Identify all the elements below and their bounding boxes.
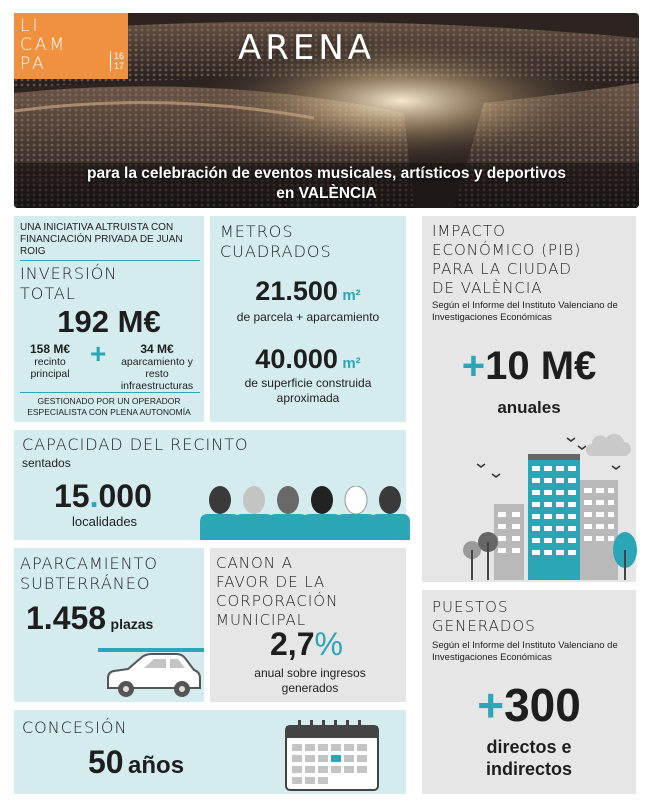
puestos-heading — [432, 598, 536, 636]
impacto-heading-1: IMPACTO — [432, 222, 506, 240]
canon-heading-2: FAVOR DE LA — [216, 573, 326, 591]
canon-unit: % — [314, 626, 343, 662]
metros-panel — [210, 216, 406, 422]
inversion-part2-value: 34 M€ — [140, 342, 174, 356]
aparcamiento-heading-1: APARCAMIENTO — [20, 554, 158, 573]
aparcamiento-heading-2: SUBTERRÁNEO — [20, 574, 151, 593]
concesion-unit: años — [128, 752, 185, 779]
concesion-panel — [14, 710, 406, 794]
inversion-panel — [14, 216, 204, 422]
aparcamiento-value — [26, 600, 153, 637]
calendar-icon — [284, 718, 380, 792]
impacto-heading — [432, 222, 581, 298]
logo-year-2: 17 — [114, 61, 125, 71]
aparcamiento-number: 1.458 — [26, 600, 107, 636]
aparcamiento-unit: plazas — [110, 616, 154, 632]
metros-unit-2: m² — [342, 355, 361, 372]
canon-heading-4: MUNICIPAL — [216, 611, 307, 629]
impacto-heading-2: ECONÓMICO (PIB) — [432, 241, 582, 259]
puestos-plus: + — [477, 679, 505, 731]
city-buildings-icon — [462, 424, 638, 580]
logo-line-1: LI — [20, 16, 41, 36]
puestos-label: directos e indirectos — [485, 737, 573, 779]
metros-unit-1: m² — [342, 287, 361, 304]
impacto-label: anuales — [497, 398, 561, 417]
canon-number: 2,7 — [270, 626, 315, 662]
metros-heading-2: CUADRADOS — [220, 242, 332, 261]
inversion-heading-1: INVERSIÓN — [20, 264, 118, 283]
logo-line-2: CAM — [20, 35, 68, 55]
impacto-source: Según el Informe del Instituto Valenciano de Investigaciones Económicas — [432, 300, 618, 323]
divider — [20, 260, 200, 261]
impacto-value — [422, 344, 636, 389]
canon-heading-1: CANON A — [216, 554, 294, 572]
capacidad-sub: sentados — [22, 456, 71, 470]
aparcamiento-heading — [20, 554, 158, 594]
page-title: ARENA — [238, 28, 376, 68]
metros-v1: 21.500 — [255, 276, 338, 306]
divider — [20, 392, 200, 393]
inversion-heading-2: TOTAL — [20, 284, 76, 303]
impacto-heading-4: DE VALÈNCIA — [432, 279, 543, 297]
inversion-part1-value: 158 M€ — [29, 342, 71, 356]
canon-value — [270, 626, 343, 663]
metros-value-2 — [210, 344, 406, 375]
metros-label-1: de parcela + aparcamiento — [236, 310, 380, 324]
inversion-footer: GESTIONADO POR UN OPERADOR ESPECIALISTA CON PLENA AUTONOMÍA — [27, 396, 191, 417]
puestos-panel — [422, 590, 636, 794]
inversion-heading — [20, 264, 117, 304]
canon-panel — [210, 548, 406, 702]
hero-subtitle-line-1: para la celebración de eventos musicales, artísticos y deportivos — [87, 165, 566, 182]
metros-heading — [220, 222, 332, 262]
capacidad-value-a: 15 — [54, 478, 90, 514]
logo-year-1: 16 — [114, 51, 125, 61]
logo-line-3: PA — [20, 54, 47, 74]
capacidad-value — [54, 478, 152, 515]
concesion-number: 50 — [88, 744, 124, 780]
aparcamiento-panel — [14, 548, 204, 702]
licampa-logo — [14, 13, 128, 79]
capacidad-panel — [14, 430, 406, 540]
impacto-heading-3: PARA LA CIUDAD — [432, 260, 572, 278]
car-icon — [104, 652, 202, 700]
canon-heading — [216, 554, 338, 630]
puestos-heading-2: GENERADOS — [432, 617, 536, 635]
puestos-heading-1: PUESTOS — [432, 598, 509, 616]
puestos-number: 300 — [504, 679, 581, 731]
audience-seats-icon — [200, 486, 410, 540]
metros-label-2: de superficie construida aproximada — [244, 376, 372, 405]
logo-year — [110, 51, 124, 71]
impacto-panel — [422, 216, 636, 582]
inversion-total: 192 M€ — [57, 304, 161, 339]
inversion-intro: UNA INICIATIVA ALTRUISTA CON FINANCIACIÓN PRIVADA DE JUAN ROIG — [20, 222, 183, 257]
metros-value-1 — [210, 276, 406, 307]
concesion-value — [88, 744, 184, 781]
impacto-plus: + — [461, 344, 486, 388]
canon-heading-3: CORPORACIÓN — [216, 592, 339, 610]
puestos-value — [422, 678, 636, 732]
hero-subtitle-line-2: en VALÈNCIA — [276, 185, 377, 202]
hero-subtitle — [14, 164, 639, 204]
metros-heading-1: METROS — [220, 222, 294, 241]
capacidad-heading: CAPACIDAD DEL RECINTO — [22, 435, 249, 454]
plus-sign: + — [90, 338, 107, 369]
impacto-number: 10 M€ — [485, 344, 597, 388]
inversion-part2-label: aparcamiento y resto infraestructuras — [120, 356, 194, 392]
capacidad-value-b: 000 — [98, 478, 152, 514]
capacidad-label: localidades — [72, 514, 138, 529]
canon-label: anual sobre ingresos generados — [254, 666, 366, 695]
metros-v2: 40.000 — [255, 344, 338, 374]
concesion-heading: CONCESIÓN — [22, 718, 128, 737]
capacidad-value-dot: . — [89, 478, 99, 514]
inversion-part1-label: recinto principal — [30, 356, 70, 380]
puestos-source: Según el Informe del Instituto Valenciano de Investigaciones Económicas — [432, 640, 618, 663]
